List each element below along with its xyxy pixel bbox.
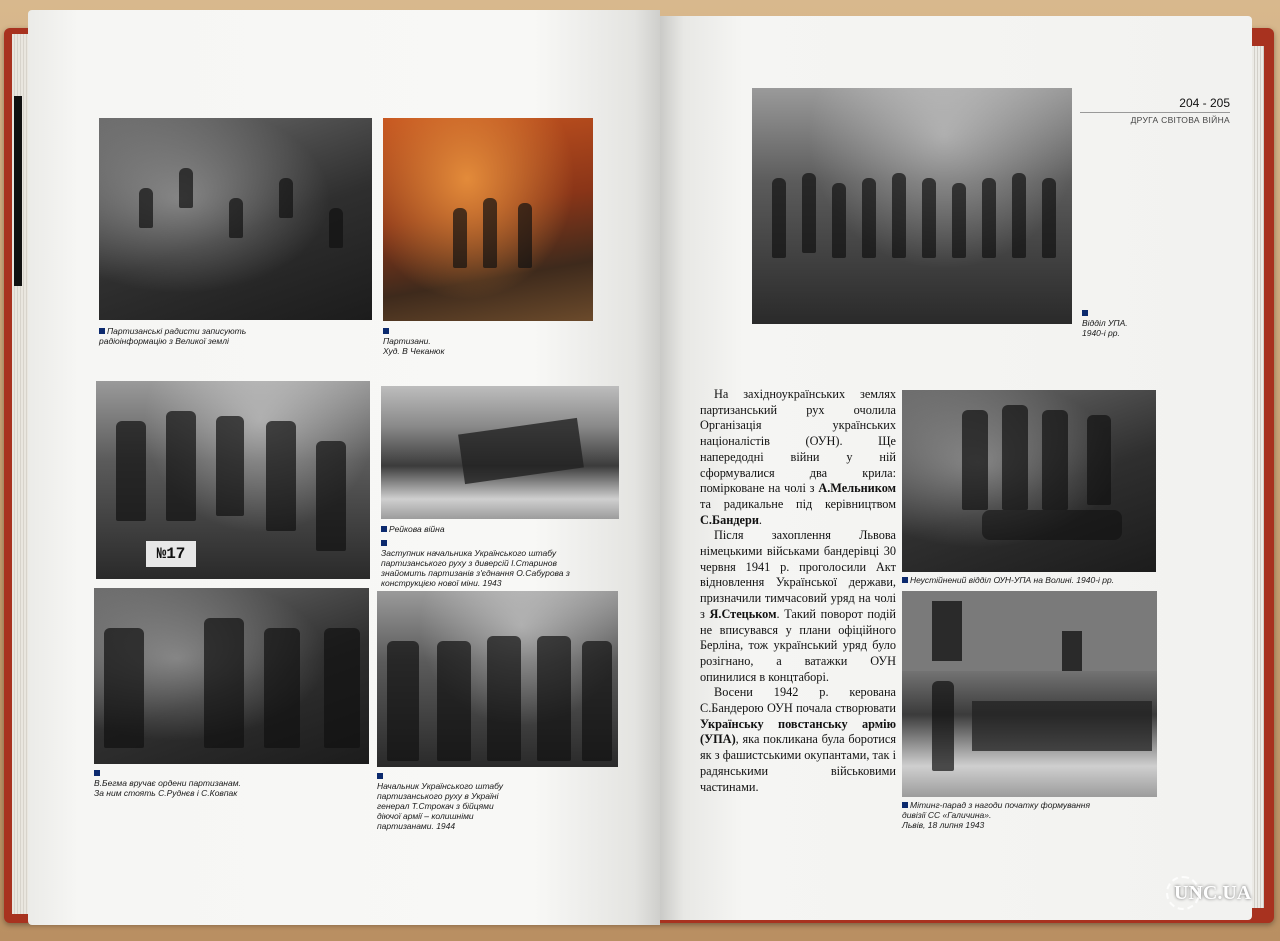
photo-upa-unit — [752, 88, 1072, 324]
caption-partisan-radio: Партизанські радисти записують радіоінформацію з Великої землі — [99, 326, 247, 346]
section-title: ДРУГА СВІТОВА ВІЙНА — [1130, 115, 1230, 125]
paragraph-3: Восени 1942 р. керована С.Бандерою ОУН почала створювати Українську повстанську армію (УПА), яка покликана була боротися як з фашистськими окупантами, так і радянськими військовими частинами. — [700, 685, 896, 794]
caption-parade-lviv: Мітинг-парад з нагоди початку формування дивізії СС «Галичина». Львів, 18 липня 1943 — [902, 800, 1090, 830]
caption-upa-unit: Відділ УПА. 1940-і рр. — [1082, 308, 1162, 338]
page-header — [1080, 96, 1230, 125]
page-tab-marker — [14, 96, 22, 286]
photo-partisan-radio — [99, 118, 372, 320]
box-label: №17 — [146, 541, 196, 567]
photo-mine-briefing — [96, 381, 370, 579]
photo-strokach — [377, 591, 618, 767]
photo-orders-award — [94, 588, 369, 764]
caption-mine-briefing: Заступник начальника Українського штабу партизанського руху з диверсій І.Старинов знайомить партизанів з'єднання О.Сабурова з конструкцією нової міни. 1943 — [381, 538, 591, 588]
photo-oun-upa-volyn — [902, 390, 1156, 572]
painting-partisans — [383, 118, 593, 321]
paragraph-2: Після захоплення Львова німецькими військами бандерівці 30 червня 1941 р. проголосили Акт відновлення Української держави, призначили тимчасовий уряд на чолі з Я.Стецьком. Такий поворот подій не вписувався у плани офіційного Берліна, тож український уряд було розігнано, а ватажки ОУН опинилися в концтаборі. — [700, 528, 896, 684]
watermark-text: UNC.UA — [1174, 882, 1252, 904]
caption-oun-upa-volyn: Неустійнений відділ ОУН-УПА на Волині. 1940-і рр. — [902, 575, 1162, 585]
paragraph-1: На західноукраїнських землях партизанський рух очолила Організація українських націоналістів (ОУН). Ще напередодні війни у ній сформувалися два крила: помірковане на чолі з А.Мельником та радикальне під керівництвом С.Бандери. — [700, 387, 896, 527]
article-text — [700, 387, 896, 795]
page-number: 204 - 205 — [1080, 96, 1230, 113]
photo-parade-lviv — [902, 591, 1157, 797]
caption-painting: Партизани. Худ. В Чеканюк — [383, 326, 543, 356]
caption-orders-award: В.Бегма вручає ордени партизанам. За ним стоять С.Руднєв і С.Ковпак — [94, 768, 294, 798]
sun-icon — [1166, 876, 1200, 910]
caption-strokach: Начальник Українського штабу партизанського руху в Україні генерал Т.Строкач з бійцями діючої армії – колишніми партизанами. 1944 — [377, 771, 507, 831]
photo-rail-war — [381, 386, 619, 519]
caption-rail-war: Рейкова війна — [381, 524, 581, 534]
watermark-logo — [1166, 882, 1251, 905]
